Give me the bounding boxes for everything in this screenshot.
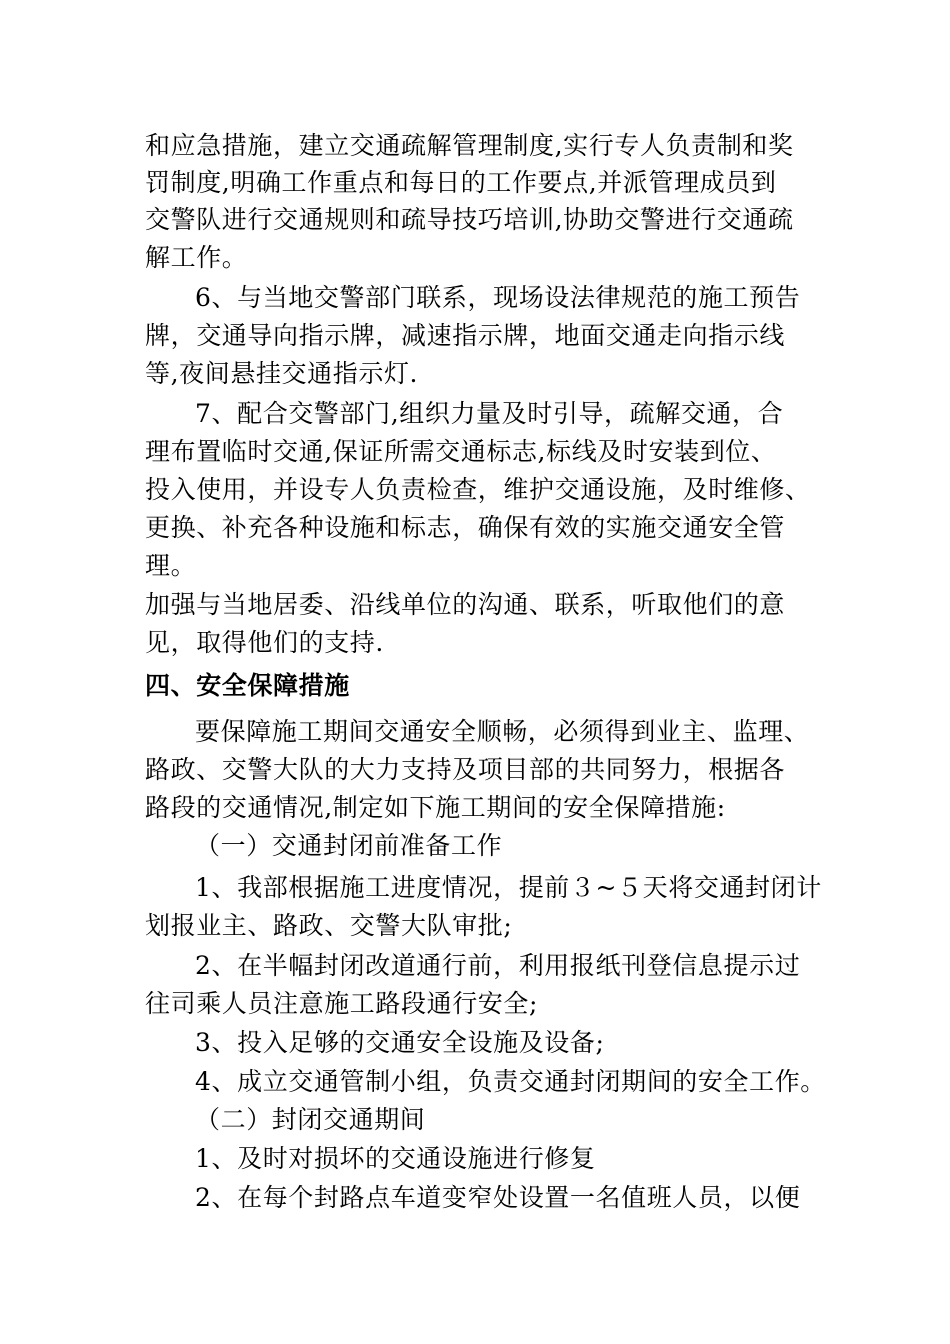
paragraph-line: 解工作。	[145, 243, 248, 272]
paragraph-line: 路政、交警大队的大力支持及项目部的共同努力，根据各	[145, 755, 786, 784]
paragraph-line: 罚制度,明确工作重点和每日的工作要点,并派管理成员到	[145, 168, 777, 197]
paragraph-line: 理。	[145, 551, 197, 580]
paragraph-line: 理布置临时交通,保证所需交通标志,标线及时安装到位、	[145, 437, 777, 466]
paragraph-line: 加强与当地居委、沿线单位的沟通、联系，听取他们的意	[145, 590, 786, 619]
paragraph-line: 更换、补充各种设施和标志，确保有效的实施交通安全管	[145, 513, 786, 542]
subsection-heading: （一）交通封闭前准备工作	[195, 831, 503, 860]
paragraph-line: 3、投入足够的交通安全设施及设备;	[195, 1028, 605, 1057]
section-heading: 四、安全保障措施	[145, 671, 350, 700]
paragraph-line: 2、在每个封路点车道变窄处设置一名值班人员，以便	[195, 1183, 801, 1212]
paragraph-line: 6、与当地交警部门联系，现场设法律规范的施工预告	[195, 283, 801, 312]
paragraph-line: 要保障施工期间交通安全顺畅，必须得到业主、监理、	[195, 717, 810, 746]
paragraph-line: 见，取得他们的支持.	[145, 628, 384, 657]
paragraph-line: 投入使用，并设专人负责检查，维护交通设施，及时维修、	[145, 475, 811, 504]
paragraph-line: 2、在半幅封闭改道通行前，利用报纸刊登信息提示过	[195, 951, 801, 980]
paragraph-line: 路段的交通情况,制定如下施工期间的安全保障措施:	[145, 793, 726, 822]
paragraph-line: 4、成立交通管制小组，负责交通封闭期间的安全工作。	[195, 1067, 826, 1096]
paragraph-line: 1、及时对损坏的交通设施进行修复	[195, 1144, 596, 1173]
paragraph-line: 划报业主、路政、交警大队审批;	[145, 911, 513, 940]
paragraph-line: 等,夜间悬挂交通指示灯.	[145, 359, 419, 388]
paragraph-line: 往司乘人员注意施工路段通行安全;	[145, 989, 539, 1018]
subsection-heading: （二）封闭交通期间	[195, 1105, 426, 1134]
paragraph-line: 和应急措施，建立交通疏解管理制度,实行专人负责制和奖	[145, 131, 794, 160]
paragraph-line: 交警队进行交通规则和疏导技巧培训,协助交警进行交通疏	[145, 205, 794, 234]
paragraph-line: 1、我部根据施工进度情况，提前３~５天将交通封闭计	[195, 873, 822, 902]
paragraph-line: 牌，交通导向指示牌，减速指示牌，地面交通走向指示线	[145, 321, 786, 350]
paragraph-line: 7、配合交警部门,组织力量及时引导，疏解交通，合	[195, 399, 784, 428]
